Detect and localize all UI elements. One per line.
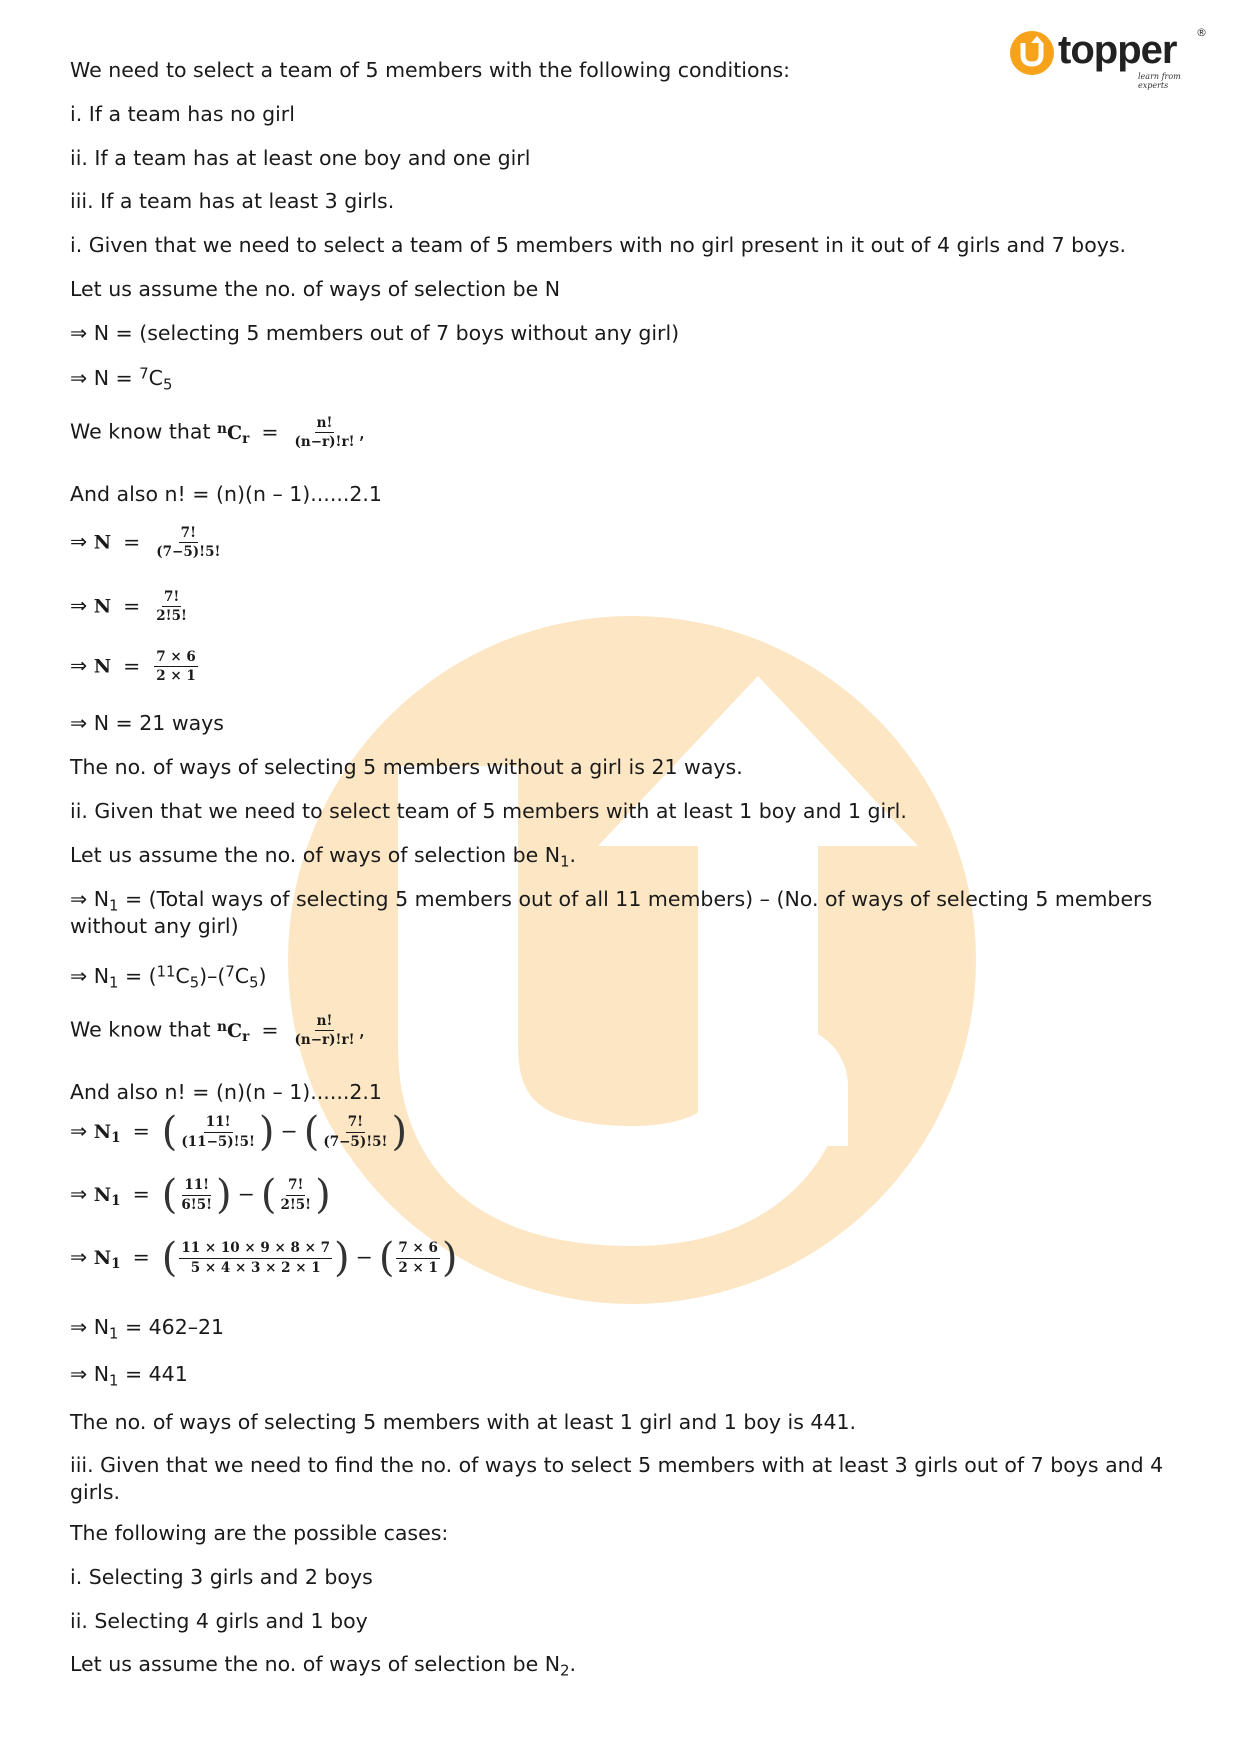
part-2-step-3: ⇒ $N_1$ = ( $\frac{11!}{(11-5)!5!}$ ) − ( $\frac{7!}{(7-5)!5!}$ ) xyxy=(70,1109,408,1155)
part-2-result: ⇒ $N_1 = 441$ xyxy=(70,1362,188,1390)
part-1-given: i. Given that we need to select a team of 5 members with no girl present in it out of 4 girls and 7 boys. xyxy=(70,233,1127,257)
ncr-fraction: $\frac{n!}{(n-r)!r!}$ xyxy=(294,415,355,451)
part-1-step-5: ⇒ N = $\frac{7 \times 6}{2 \times 1}$ xyxy=(70,649,196,685)
brand-logo xyxy=(1008,26,1208,88)
part-2-assume: Let us assume the no. of ways of selection be $N_1$. xyxy=(70,843,577,871)
part-3-cases-intro: The following are the possible cases: xyxy=(70,1521,449,1545)
condition-1: i. If a team has no girl xyxy=(70,102,295,126)
part-1-result: ⇒ N = 21 ways xyxy=(70,711,224,735)
logo-tagline: learn from experts xyxy=(1138,72,1181,90)
part-3-given: iii. Given that we need to find the no. of ways to select 5 members with at least 3 girls out of 7 boys and 4 girls. xyxy=(70,1453,1164,1504)
part-2-given: ii. Given that we need to select team of 5 members with at least 1 boy and 1 girl. xyxy=(70,799,907,823)
part-1-step-4: ⇒ N = $\frac{7!}{2!5!}$ xyxy=(70,589,187,625)
part-1-step-1: ⇒ N = (selecting 5 members out of 7 boys without any girl) xyxy=(70,321,680,345)
part-1-step-2: ⇒ $N = ^7C_5$ xyxy=(70,365,173,394)
condition-2: ii. If a team has at least one boy and one girl xyxy=(70,146,531,170)
intro-line: We need to select a team of 5 members with the following conditions: xyxy=(70,58,791,82)
part-2-step-5: ⇒ $N_1$ = ( $\frac{11 \times 10 \times 9 \times 8 \times 7}{5 \times 4 \times 3 \times 2 \times 1}$ ) − ( $\frac{7 \times 6}{2 \times 1}$ ) xyxy=(70,1235,458,1281)
part-1-conclusion: The no. of ways of selecting 5 members without a girl is 21 ways. xyxy=(70,755,743,779)
part-2-conclusion: The no. of ways of selecting 5 members with at least 1 girl and 1 boy is 441. xyxy=(70,1410,857,1434)
part-1-assume: Let us assume the no. of ways of selection be N xyxy=(70,277,561,301)
part-3-case-1: i. Selecting 3 girls and 2 boys xyxy=(70,1565,373,1589)
ncr-formula-1: We know that $^nC_r$ = $\frac{n!}{(n-r)!r!}$ , xyxy=(70,415,366,451)
part-2-step-4: ⇒ $N_1$ = ( $\frac{11!}{6!5!}$ ) − ( $\frac{7!}{2!5!}$ ) xyxy=(70,1172,331,1218)
part-3-assume: Let us assume the no. of ways of selection be $N_2$. xyxy=(70,1652,577,1680)
part-2-step-2: ⇒ $N_1 = (^{11}C_5)-(^7C_5)$ xyxy=(70,963,267,992)
part-3-case-2: ii. Selecting 4 girls and 1 boy xyxy=(70,1609,368,1633)
logo-registered-mark: ® xyxy=(1196,26,1207,39)
watermark-logo xyxy=(288,616,976,1304)
factorial-line-2: And also n! = (n)(n – 1)......2.1 xyxy=(70,1080,382,1104)
ncr-formula-2: We know that $^nC_r$ = $\frac{n!}{(n-r)!r!}$ , xyxy=(70,1013,366,1049)
part-2-step-6: ⇒ $N_1 = 462-21$ xyxy=(70,1315,225,1343)
factorial-line-1: And also n! = (n)(n – 1)......2.1 xyxy=(70,482,382,506)
logo-brand-text: topper xyxy=(1058,28,1177,72)
part-1-step-3: ⇒ N = $\frac{7!}{(7-5)!5!}$ xyxy=(70,525,221,561)
part-2-step-1: ⇒ $N_1$ = (Total ways of selecting 5 members out of all 11 members) – (No. of ways of selecting 5 members without any girl) xyxy=(70,887,1153,938)
condition-3: iii. If a team has at least 3 girls. xyxy=(70,189,395,213)
